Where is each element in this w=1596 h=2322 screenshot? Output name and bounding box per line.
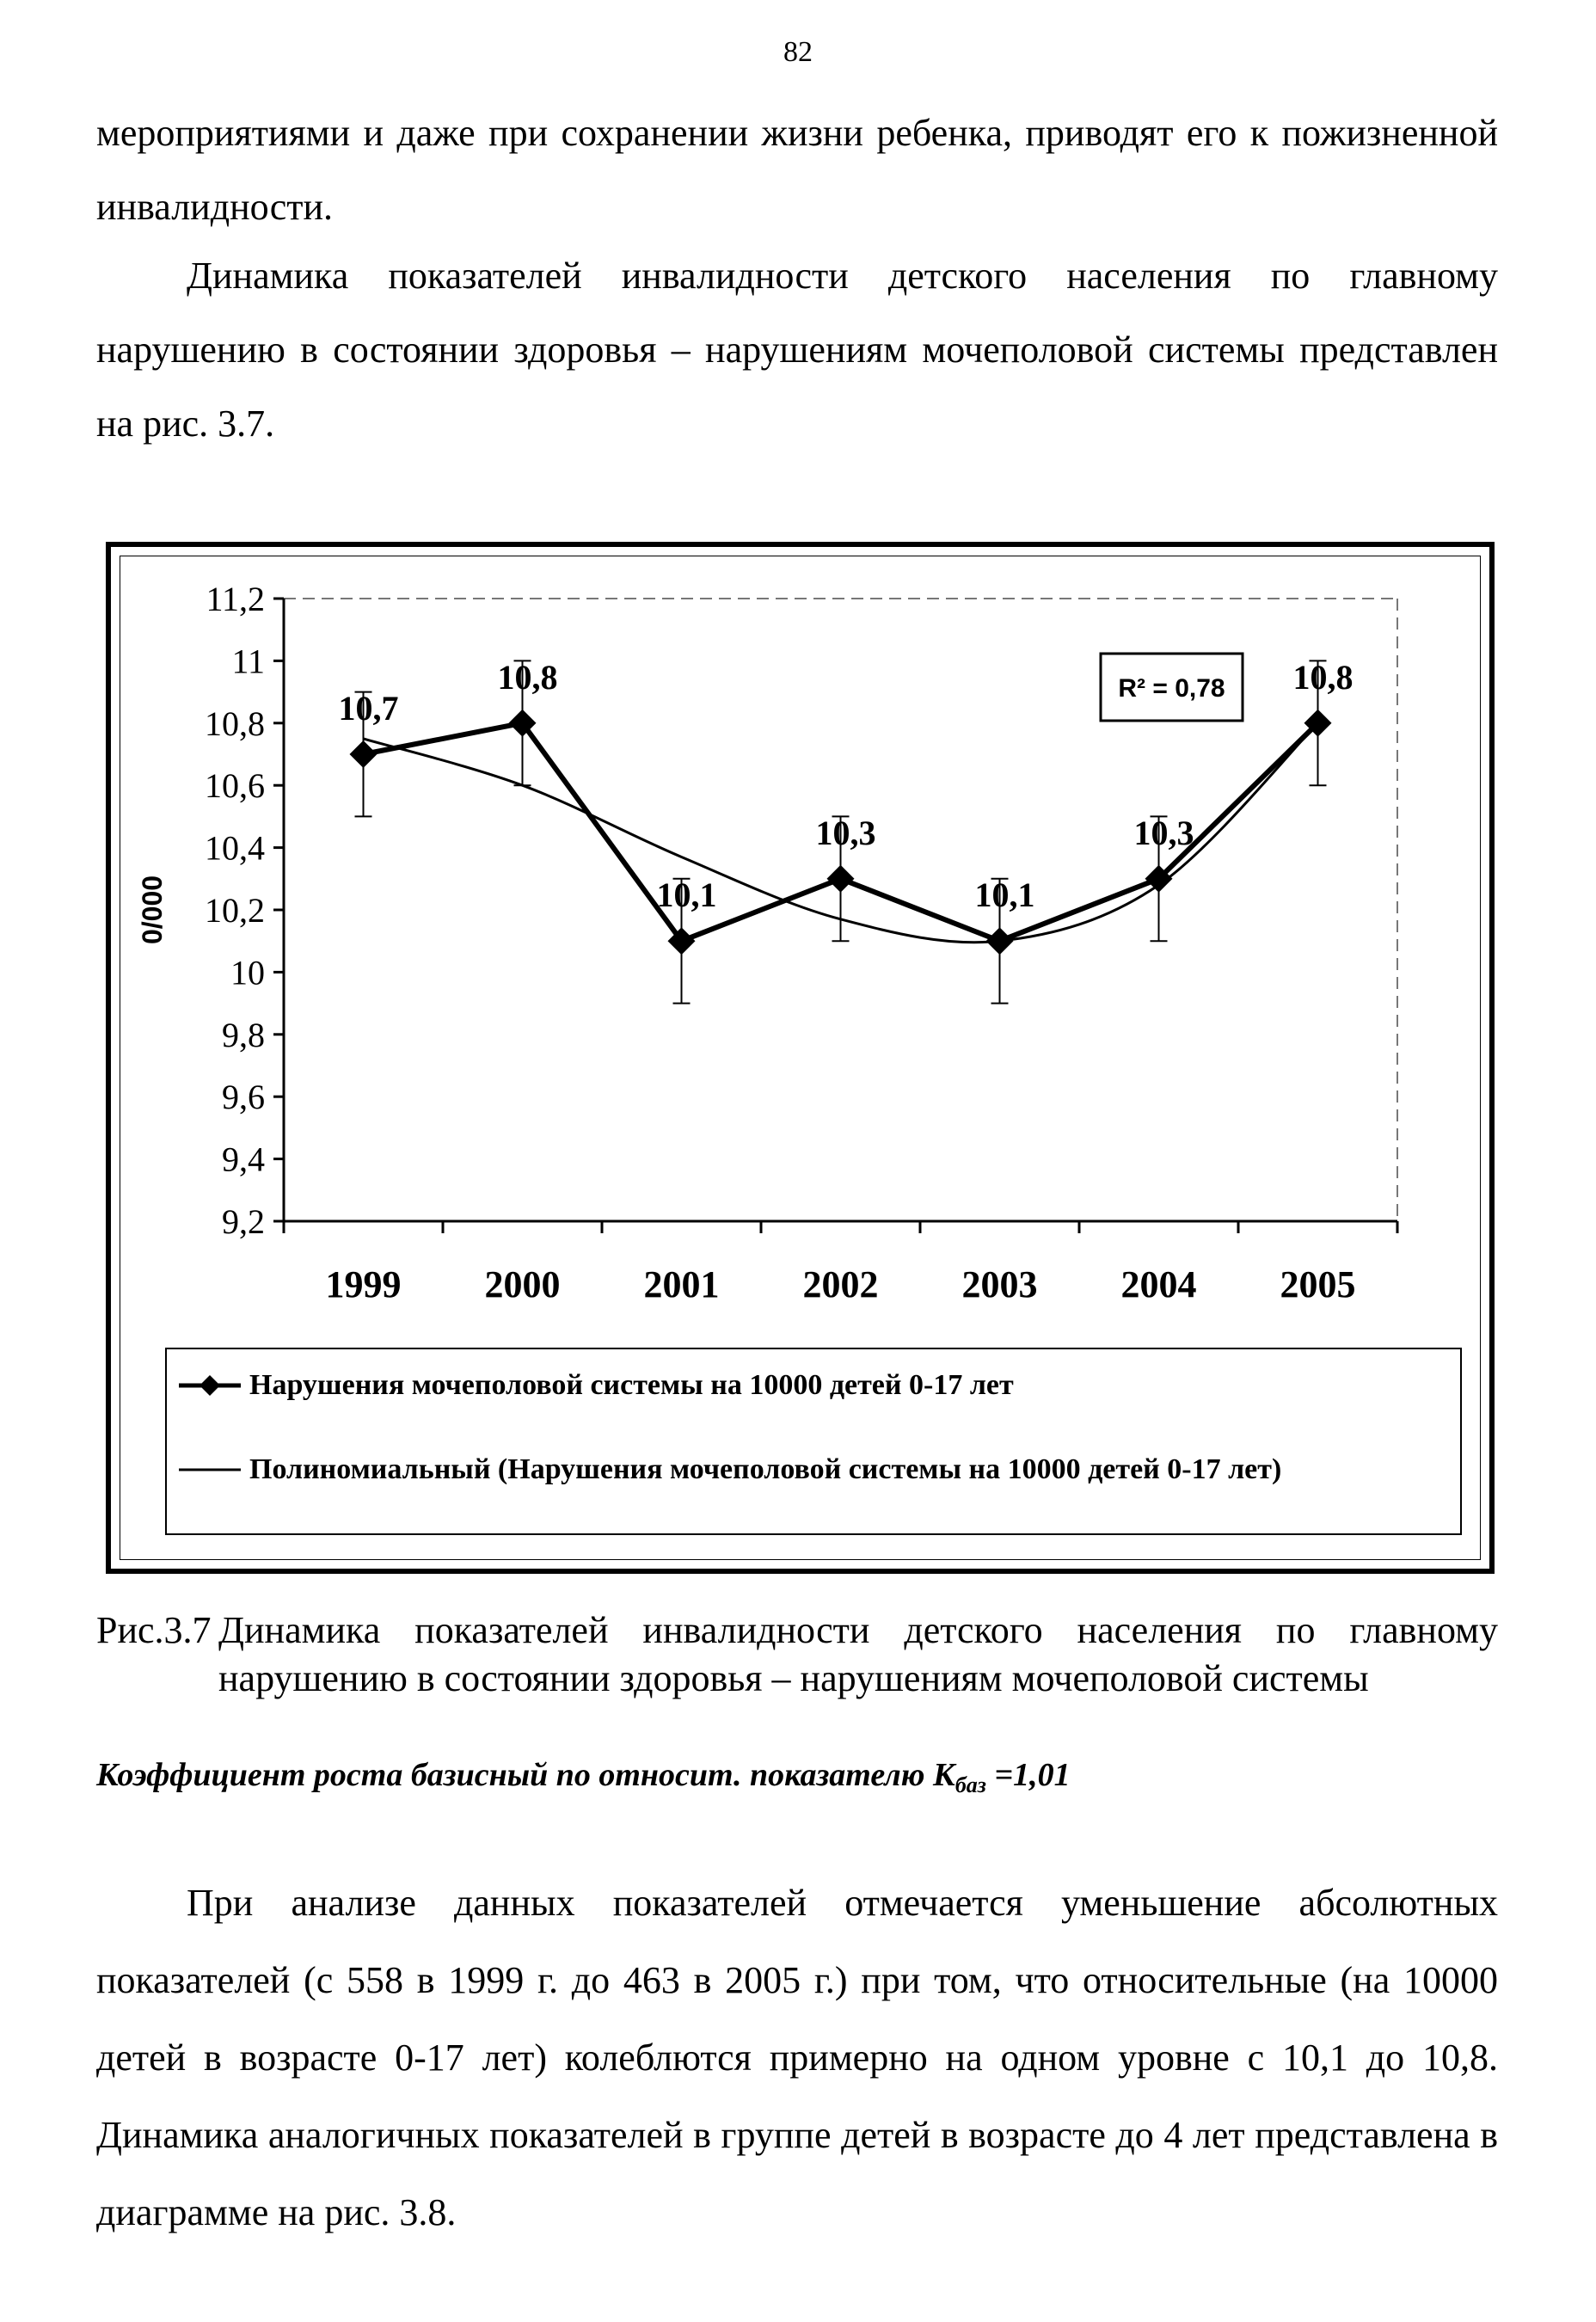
legend-diamond-line-symbol <box>175 1367 244 1404</box>
y-tick-label: 11 <box>231 642 265 681</box>
legend-label-series: Нарушения мочеполовой системы на 10000 детей 0-17 лет <box>249 1369 1014 1401</box>
x-tick-label: 2005 <box>1280 1263 1356 1305</box>
coefficient-value: =1,01 <box>985 1757 1071 1793</box>
y-tick-label: 11,2 <box>206 580 265 618</box>
page-number: 82 <box>783 36 813 68</box>
paragraph-1: мероприятиями и даже при сохранении жизни ребенка, приводят его к пожизненной инвалидности. <box>96 112 1498 228</box>
y-tick-label: 10,8 <box>205 703 265 743</box>
data-point-marker <box>986 927 1014 955</box>
paragraph-2: Динамика показателей инвалидности детского населения по главному нарушению в состоянии здоровья – нарушениям мочеполовой системы представлен на рис. 3.7. <box>96 255 1498 445</box>
paragraph-3: При анализе данных показателей отмечается уменьшение абсолютных показателей (с 558 в 1999 г. до 463 в 2005 г.) при том, что относительные (на 10000 детей в возрасте 0-17 лет) колеблются примерно на одном уровне с 10,1 до 10,8. Динамика аналогичных показателей в группе детей в возрасте до 4 лет представлена в диаграмме на рис. 3.8. <box>96 1882 1498 2233</box>
x-tick-label: 2003 <box>961 1263 1038 1305</box>
x-tick-label: 1999 <box>325 1263 402 1305</box>
data-point-marker <box>827 865 855 893</box>
data-label: 10,1 <box>656 875 717 915</box>
data-label: 10,3 <box>815 813 876 852</box>
data-label: 10,8 <box>497 657 558 697</box>
y-tick-label: 9,4 <box>222 1140 265 1179</box>
chart-legend <box>165 1348 1462 1535</box>
caption-label: Рис.3.7 <box>96 1609 212 1651</box>
coefficient-index: баз <box>955 1772 986 1797</box>
x-tick-label: 2004 <box>1120 1263 1197 1305</box>
y-tick-label: 9,2 <box>222 1202 265 1241</box>
y-tick-label: 10,2 <box>205 891 265 930</box>
caption-text: Динамика показателей инвалидности детского населения по главному нарушению в состоянии здоровья – нарушениям мочеполовой системы <box>218 1609 1498 1699</box>
legend-line-symbol <box>175 1451 244 1489</box>
x-tick-label: 2002 <box>802 1263 879 1305</box>
data-label: 10,1 <box>974 875 1035 915</box>
data-label: 10,3 <box>1133 813 1194 852</box>
x-tick-label: 2000 <box>484 1263 561 1305</box>
y-tick-label: 9,6 <box>222 1078 265 1117</box>
y-tick-label: 10,4 <box>205 828 265 868</box>
data-point-marker <box>350 740 378 768</box>
data-label: 10,7 <box>338 689 399 728</box>
y-tick-label: 10 <box>230 953 265 992</box>
coefficient-text: Коэффициент роста базисный по относит. показателю К <box>96 1757 955 1793</box>
y-tick-label: 9,8 <box>222 1015 265 1054</box>
r-squared-annotation: R² = 0,78 <box>1118 674 1225 703</box>
data-label: 10,8 <box>1292 657 1354 697</box>
x-tick-label: 2001 <box>643 1263 720 1305</box>
y-tick-label: 10,6 <box>205 766 265 806</box>
y-axis-label: 0/000 <box>137 875 168 945</box>
caption-coefficient <box>96 1754 1071 1806</box>
legend-label-trend: Полиномиальный (Нарушения мочеполовой системы на 10000 детей 0-17 лет) <box>249 1453 1282 1485</box>
